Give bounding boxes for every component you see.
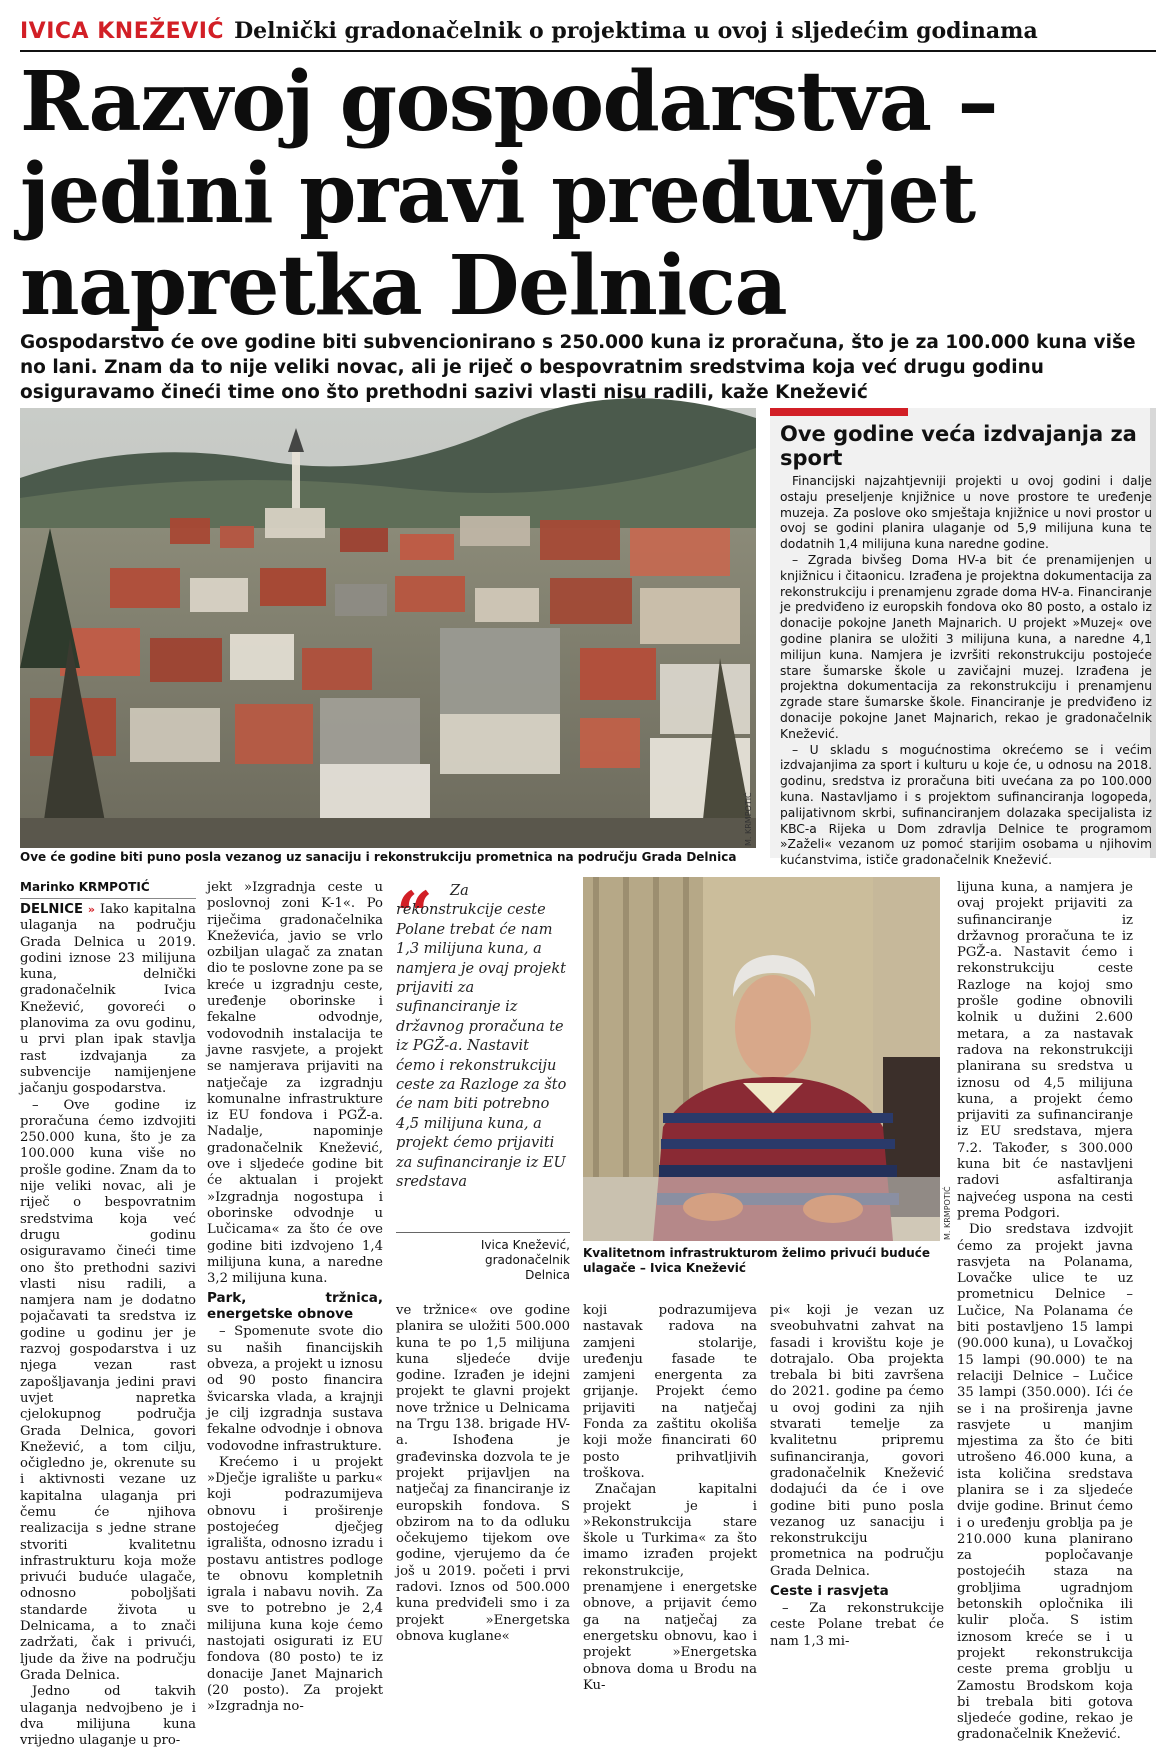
main-photo-credit: M. KRMPOTIĆ xyxy=(744,792,753,846)
article-column-3 xyxy=(396,1303,570,1645)
sidebar-body xyxy=(780,474,1152,869)
quote-author-line: Delnica xyxy=(525,1268,570,1282)
lead-paragraph: Gospodarstvo će ove godine biti subvencionirano s 250.000 kuna iz proračuna, što je za 100.000 kuna više no lani. Znam da to nije veliki novac, ali je riječ o bespovratnim sredstvima koja već drugu godinu osiguravamo čineći time ono što prethodni sazivi vlasti nisu radili, kaže Knežević xyxy=(20,332,1136,403)
dateline-arrow-icon: » xyxy=(87,903,95,916)
article-paragraph: lijuna kuna, a namjera je ovaj projekt prijaviti za sufinanciranje iz državnog proračuna te iz PGŽ-a. Nastavit ćemo i rekonstrukciju ceste Razloge na kojoj smo prošle godine obnovili kolnik u dužini 2.600 metara, a za nastavak radova na rekonstrukciji planirana su sredstva u iznosu od 4,5 milijuna kuna, a projekt ćemo prijaviti za sufinanciranje iz EU sredstava, mjera 7.2. Također, s 300.000 kuna bit će nastavljeni radovi asfaltiranja najvećeg uspona na cesti prema Podgori. xyxy=(957,880,1133,1221)
portrait-photo-credit: M. KRMPOTIĆ xyxy=(943,1186,952,1240)
quote-mark-icon: “ xyxy=(396,878,433,953)
kicker-subtitle: Delnički gradonačelnik o projektima u ovoj i sljedećim godinama xyxy=(234,18,1038,44)
subhead-ceste: Ceste i rasvjeta xyxy=(770,1583,889,1600)
pull-quote xyxy=(396,878,570,1193)
headline-line-3: napretka Delnica xyxy=(20,238,787,334)
article-paragraph: – Za rekonstrukcije ceste Polane trebat će nam 1,3 mi- xyxy=(770,1601,944,1649)
article-paragraph: Dio sredstava izdvojit ćemo za projekt javna rasvjeta na Polanama, Lovačke ulice te uz prometnicu Delnice – Lučice, Na Polanama će biti postavljeno 15 lampi (90.000 kuna), u Lovačkoj 15 lampi (90.000) te na relaciji Delnice – Lučice 35 lampi (350.000). Ići će se i na proširenja javne rasvjete u manjim mjestima za što će biti utrošeno 46.000 kuna, a ista količina sredstava planira se i za sljedeće dvije godine. Brinut ćemo i o uređenju groblja pa je 210.000 kuna planirano za popločavanje postojećih staza na grobljima ugradnjom betonskih opločnika ili kulir ploča. S istim iznosom kreće se i u projekt rekonstrukcija ceste prema groblju u Zamostu Brodskom koja bi trebala biti gotova sljedeće godine, rekao je gradonačelnik Knežević. xyxy=(957,1222,1133,1743)
quote-author-line: Ivica Knežević, gradonačelnik xyxy=(480,1238,570,1267)
main-photo-caption: Ove će godine biti puno posla vezanog uz sanaciju i rekonstrukciju prometnica na području Grada Delnica xyxy=(20,850,737,864)
article-paragraph xyxy=(20,902,196,1098)
article-paragraph: – Spomenute svote dio su naših financijskih obveza, a projekt u iznosu od 90 posto financira švicarska vlada, a krajnji je cilj izgradnja sustava fekalne odvodnje i obnova vodovodne infrastrukture. xyxy=(207,1324,383,1454)
sidebar-box xyxy=(770,408,1156,868)
quote-author xyxy=(396,1238,570,1283)
article-paragraph: – Ove godine iz proračuna ćemo izdvojiti 250.000 kuna, što je za 100.000 kuna više no prošle godine. Znam da to nije veliki novac, ali je riječ o bespovratnim sredstvima koja već drugu godinu osiguravamo čineći time ono što prethodni sazivi vlasti nisu radili, a namjera nam je dodatno pojačavati ta sredstva iz godine u godinu jer je razvoj gospodarstva i uz njega vezan rast zapošljavanja jedini pravi uvjet napretka cjelokupnog područja Grada Delnica, govori Knežević, a tom cilju, očigledno je, okrenute su i aktivnosti vezane uz kapitalna ulaganja pri čemu će njihova realizacija s jedne strane stvoriti kvalitetnu infrastrukturu koja može privući buduće ulagače, odnosno poboljšati standarde života u Delnicama, a to znači zadržati, čak i privući, ljude da žive na području Grada Delnica. xyxy=(20,1097,196,1683)
kicker-rule xyxy=(20,50,1156,52)
town-photo xyxy=(20,408,756,848)
article-paragraph: Značajan kapitalni projekt je i »Rekonstrukcija stare škole u Turkima« za što imamo izrađen projekt rekonstrukcije, prenamjene i energetske obnove, a prijavit ćemo ga na natječaj za energetsku obnovu, kao i projekt »Energetska obnova doma u Brodu na Ku- xyxy=(583,1482,757,1693)
subhead-park: Park, tržnica, energetske obnove xyxy=(207,1290,383,1323)
article-paragraph: ve tržnice« ove godine planira se uložiti 500.000 kuna te po 1,5 milijuna kuna sljedeće dvije godine. Izrađen je idejni projekt te glavni projekt nove tržnice u Delnicama na Trgu 138. brigade HV-a. Ishođena je građevinska dozvola te je projekt prijavljen na natječaj za financiranje iz europskih fondova. S obzirom na to da odluku očekujemo tijekom ove godine, vjerujemo da će još u 2019. početi i prvi radovi. Iznos od 500.000 kuna predviđeli smo i za projekt »Energetska obnova kuglane« xyxy=(396,1303,570,1644)
pull-quote-text: Za rekonstrukcije ceste Polane trebat će nam 1,3 milijuna kuna, a namjera je ovaj projekt prijaviti za sufinanciranje iz državnog proračuna te iz PGŽ-a. Nastavit ćemo i rekonstrukciju ceste za Razloge za što će nam biti potrebno 4,5 milijuna kuna, a projekt ćemo prijaviti za sufinanciranje iz EU sredstava xyxy=(396,883,567,1191)
kicker xyxy=(20,18,1156,48)
article-column-2 xyxy=(207,880,383,1716)
quote-divider xyxy=(396,1232,570,1233)
article-paragraph: Krećemo i u projekt »Dječje igralište u parku« koji podrazumijeva obnovu i proširenje postojećeg dječjeg igrališta, odnosno izradu i postavu antistres podloge te obnovu kompletnih igrala i nabavu novih. Za sve to potrebno je 2,4 milijuna kuna koje ćemo nastojati osigurati iz EU fondova (80 posto) te iz donacije Janet Majnarich (20 posto). Za projekt »Izgradnja no- xyxy=(207,1454,383,1715)
portrait-photo xyxy=(583,877,940,1241)
headline-line-1: Razvoj gospodarstva – xyxy=(20,54,998,150)
article-paragraph: pi« koji je vezan uz sveobuhvatni zahvat na fasadi i krovištu koje je dotrajalo. Oba projekta trebala bi biti završena do 2021. godine pa ćemo u ovoj godini za njih stvarati temelje za kvalitetnu pripremu sufinanciranja, govori gradonačelnik Knežević dodajući da će i ove godine biti puno posla vezanog uz sanaciju i rekonstrukciju prometnica na području Grada Delnica. xyxy=(770,1303,944,1579)
sidebar-title: Ove godine veća izdvajanja za sport xyxy=(780,422,1137,470)
portrait-photo-caption: Kvalitetnom infrastrukturom želimo privući buduće ulagače – Ivica Knežević xyxy=(583,1246,931,1275)
article-column-1 xyxy=(20,902,196,1749)
town-photo-illustration xyxy=(20,408,756,848)
sidebar-paragraph: – Zgrada bivšeg Doma HV-a bit će prenamijenjen u knjižnicu i čitaonicu. Izrađena je projektna dokumentacija za rekonstrukciju i prenamjenu zgrade doma HV-a. Financiranje je predviđeno iz europskih fondova oko 80 posto, a ostalo iz donacije pokojne Janeth Majnarich. U projekt »Muzej« ove godine planira se uložiti 3 milijuna kuna, a naredne 4,1 milijun kuna. Namjera je izvršiti rekonstrukciju postojeće stare šumarske škole u zavičajni muzej. Izrađena je projektna dokumentacija za rekonstrukciju i prenamjenu zgrade stare šumarske škole. Financiranje je predviđeno iz donacije pokojne Janet Majnarich, rekao je gradonačelnik Knežević. xyxy=(780,552,1152,741)
article-paragraph: jekt »Izgradnja ceste u poslovnoj zoni K-1«. Po riječima gradonačelnika Kneževića, javio se vrlo ozbiljan ulagač za znatan dio te poslovne zone pa se kreće u izgradnju ceste, uređenje oborinske i fekalne odvodnje, vodovodnih instalacija te javne rasvjete, a projekt se namjerava prijaviti na natječaje za izgradnju komunalne infrastrukture iz EU fondova i PGŽ-a. Nadalje, napominje gradonačelnik Knežević, ove i sljedeće godine bit će aktualan i projekt »Izgradnja nogostupa i oborinske odvodnje u Lučicama« za što će ove godine biti izdvojeno 1,4 milijuna kuna, a naredne 3,2 milijuna kuna. xyxy=(207,880,383,1287)
sidebar-paragraph: Financijski najzahtjevniji projekti u ovoj godini i dalje ostaju preseljenje knjižnice u nove prostore te uređenje muzeja. Za poslove oko smještaja knjižnice u novi prostor u ovoj se godini planira ulaganje od 5,9 milijuna kuna te dodatnih 1,4 milijuna kuna naredne godine. xyxy=(780,474,1152,552)
article-paragraph: koji podrazumijeva nastavak radova na zamjeni stolarije, uređenju fasade te zamjeni energenta za grijanje. Projekt ćemo prijaviti na natječaj Fonda za zaštitu okoliša koji može financirati 60 posto prihvatljivih troškova. xyxy=(583,1303,757,1481)
portrait-photo-illustration xyxy=(583,877,940,1241)
article-column-5 xyxy=(770,1303,944,1650)
sidebar-red-bar xyxy=(770,408,908,416)
byline: Marinko KRMPOTIĆ xyxy=(20,880,196,899)
sidebar-paragraph: – U skladu s mogućnostima okrećemo se i većim izdvajanjima za sport i kulturu u koje će, u odnosu na 2018. godinu, sredstva iz proračuna biti uvećana za po 100.000 kuna. Nastavljamo i s projektom sufinanciranja logopeda, palijativnom skrbi, sufinanciranjem dolazaka specijalista iz KBC-a Rijeka u Dom zdravlja Delnice te programom »Zaželi« vezanom uz pomoć starijim osobama u njihovim kućanstvima, ističe gradonačelnik Knežević. xyxy=(780,742,1152,868)
dateline: DELNICE xyxy=(20,902,83,917)
headline xyxy=(20,56,1156,332)
headline-line-2: jedini pravi preduvjet xyxy=(20,146,975,242)
article-column-6 xyxy=(957,880,1133,1744)
kicker-name: IVICA KNEŽEVIĆ xyxy=(20,19,225,44)
article-column-4 xyxy=(583,1303,757,1694)
article-text: Iako kapitalna ulaganja na području Grada Delnica u 2019. godini iznose 23 milijuna kuna, delnički gradonačelnik Ivica Knežević, govoreći o planovima za ovu godinu, u prvi plan ipak stavlja rast izdvajanja za subvencije namijenjene jačanju gospodarstva. xyxy=(20,902,196,1097)
article-paragraph: Jedno od takvih ulaganja nedvojbeno je i dva milijuna kuna vrijedno ulaganje u pro- xyxy=(20,1684,196,1749)
